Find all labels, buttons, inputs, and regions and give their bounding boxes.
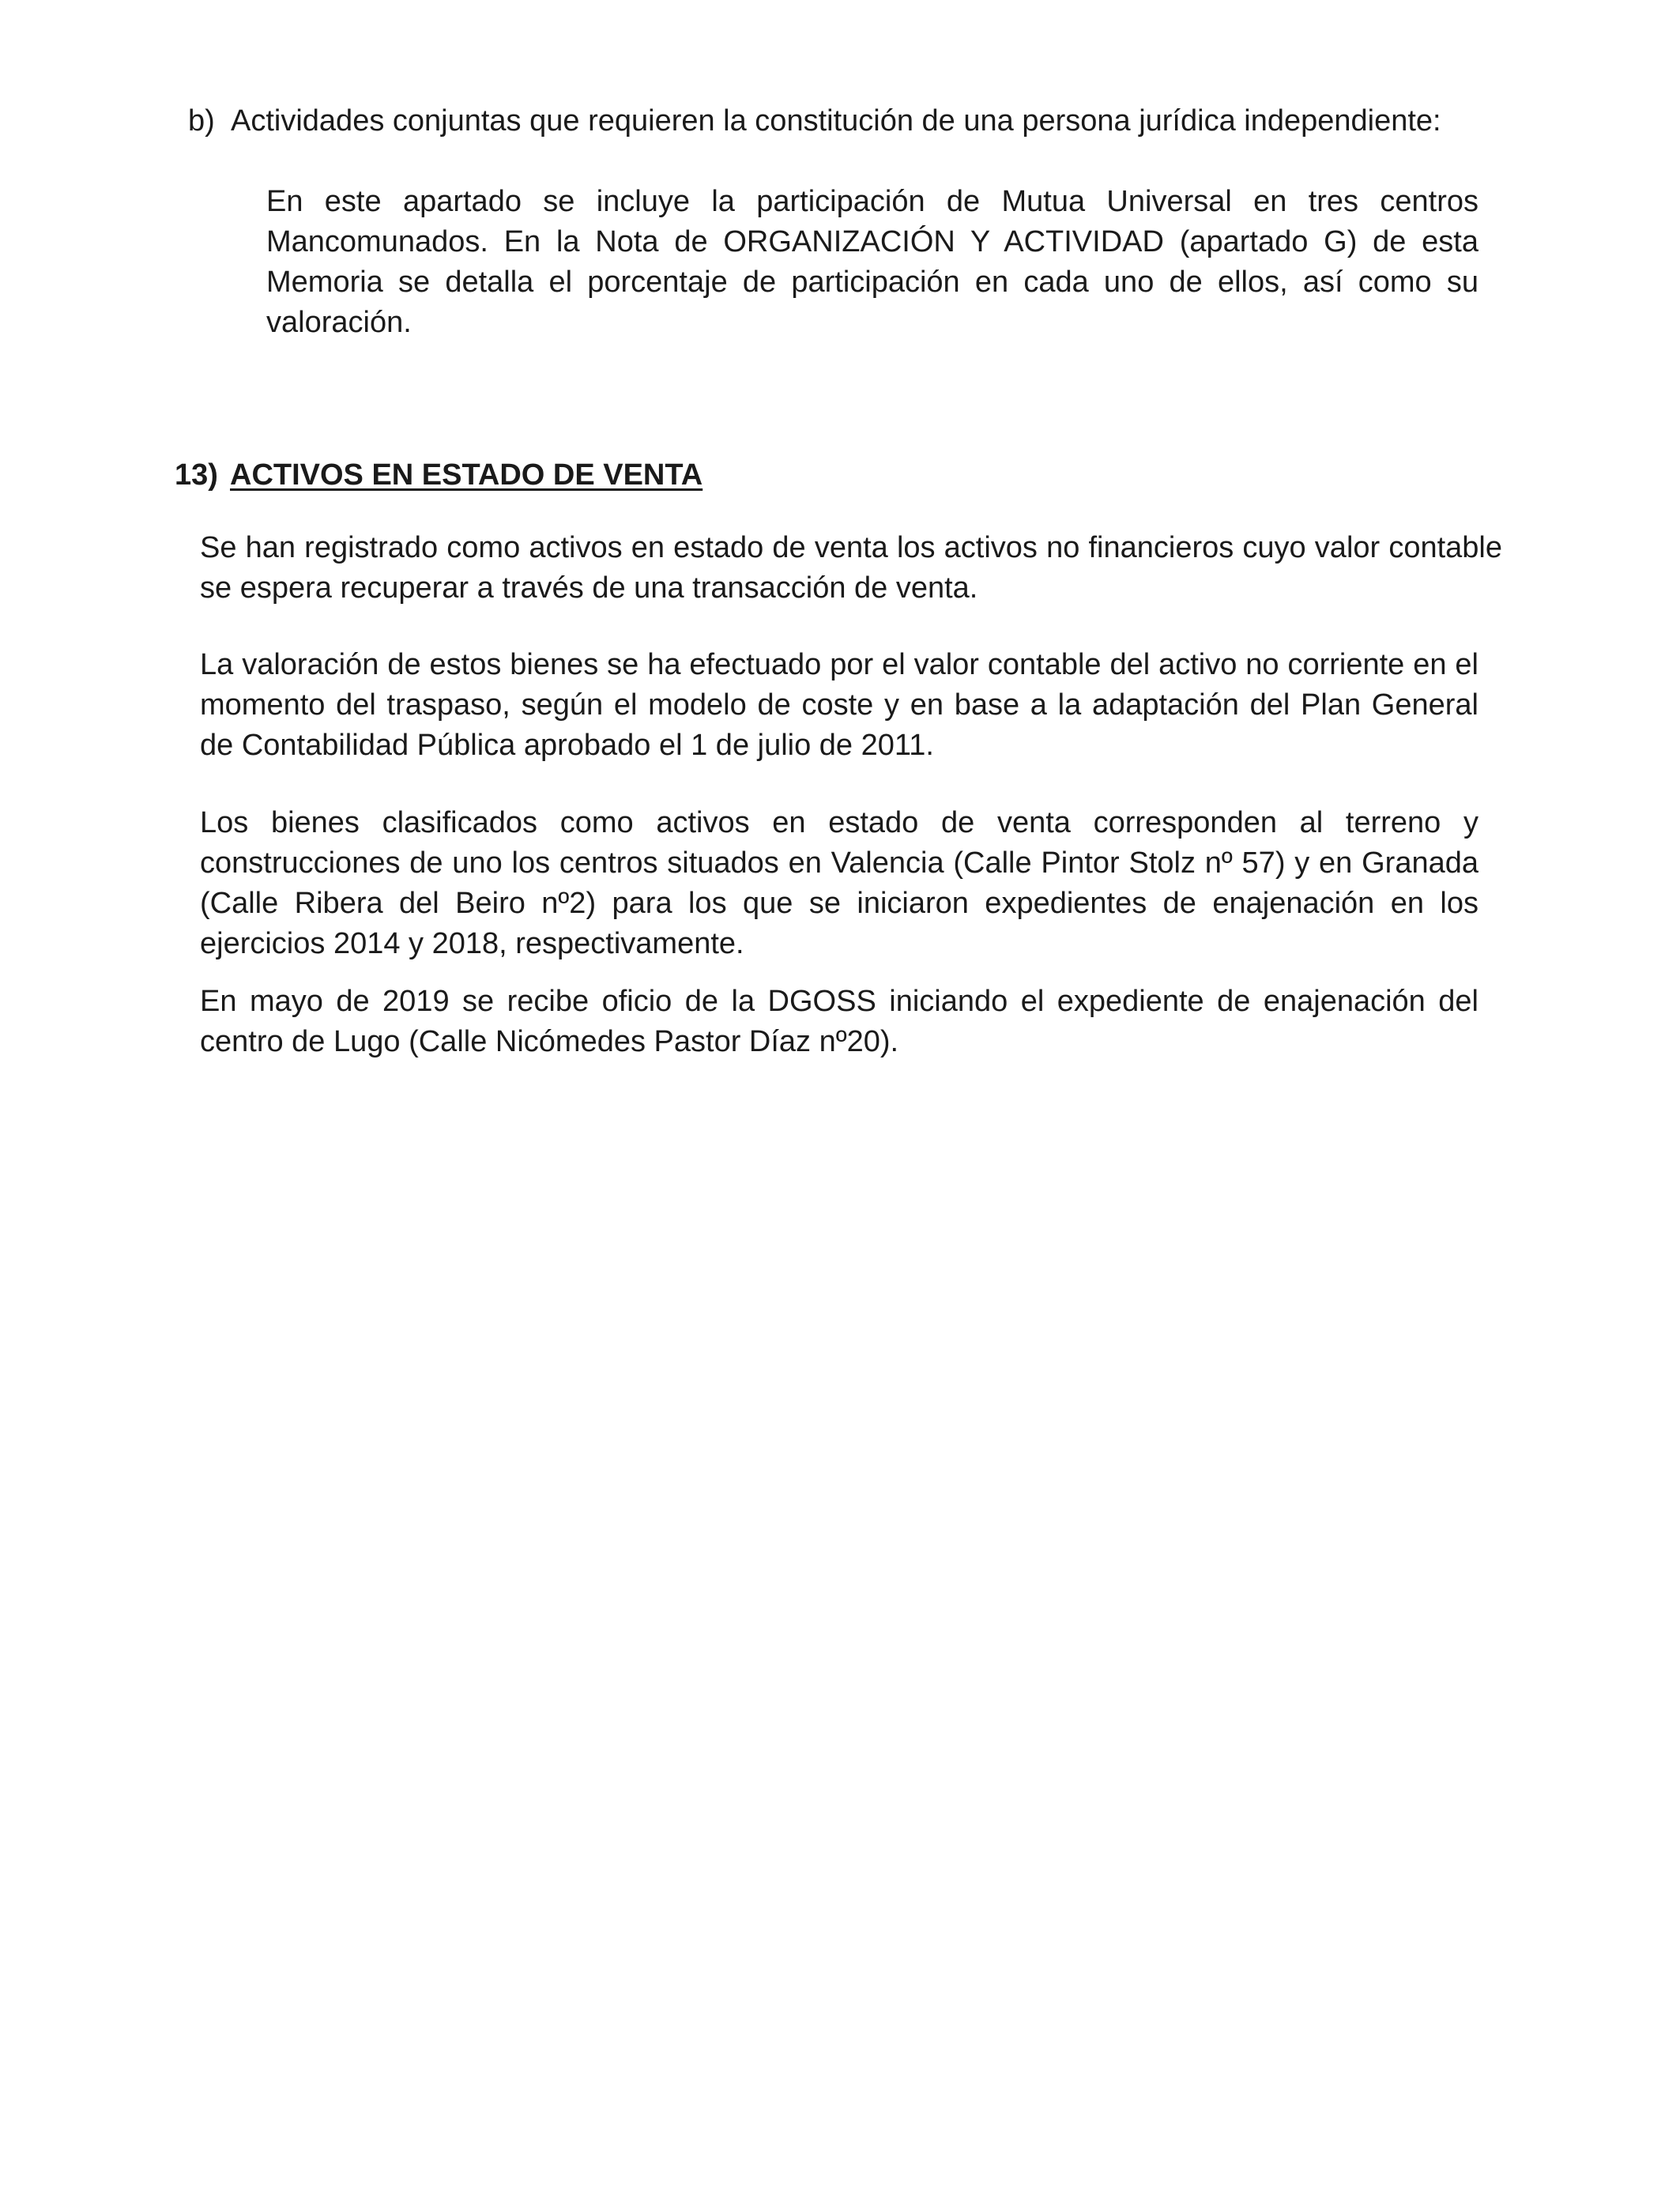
list-item-heading: Actividades conjuntas que requieren la constitución de una persona jurídica independiente: (231, 104, 1441, 138)
paragraph: Los bienes clasificados como activos en estado de venta corresponden al terreno y construcciones de uno los centros situados en Valencia (Calle Pintor Stolz nº 57) y en Granada (Calle Ribera del Beiro nº2) para los que se iniciaron expedientes de enajenación en los ejercicios 2014 y 2018, respectivamente. (200, 806, 1478, 960)
paragraph: Se han registrado como activos en estado de venta los activos no financieros cuyo valor contable se espera recuperar a través de una transacción de venta. (200, 531, 1502, 605)
paragraph: La valoración de estos bienes se ha efectuado por el valor contable del activo no corriente en el momento del traspaso, según el modelo de coste y en base a la adaptación del Plan General de Contabilidad Pública aprobado el 1 de julio de 2011. (200, 648, 1478, 762)
section-title: ACTIVOS EN ESTADO DE VENTA (230, 458, 703, 492)
section-number: 13) (175, 458, 218, 492)
list-item-b-body: En este apartado se incluye la participación de Mutua Universal en tres centros Mancomunados. En la Nota de ORGANIZACIÓN Y ACTIVIDAD (apartado G) de esta Memoria se detalla el porcentaje de participación en cada uno de ellos, así como su valoración. (266, 185, 1478, 339)
list-marker: b) (188, 104, 215, 138)
list-item-b (188, 101, 1516, 141)
paragraph: En mayo de 2019 se recibe oficio de la DGOSS iniciando el expediente de enajenación del centro de Lugo (Calle Nicómedes Pastor Díaz nº20). (200, 985, 1478, 1058)
section-heading (175, 455, 703, 495)
